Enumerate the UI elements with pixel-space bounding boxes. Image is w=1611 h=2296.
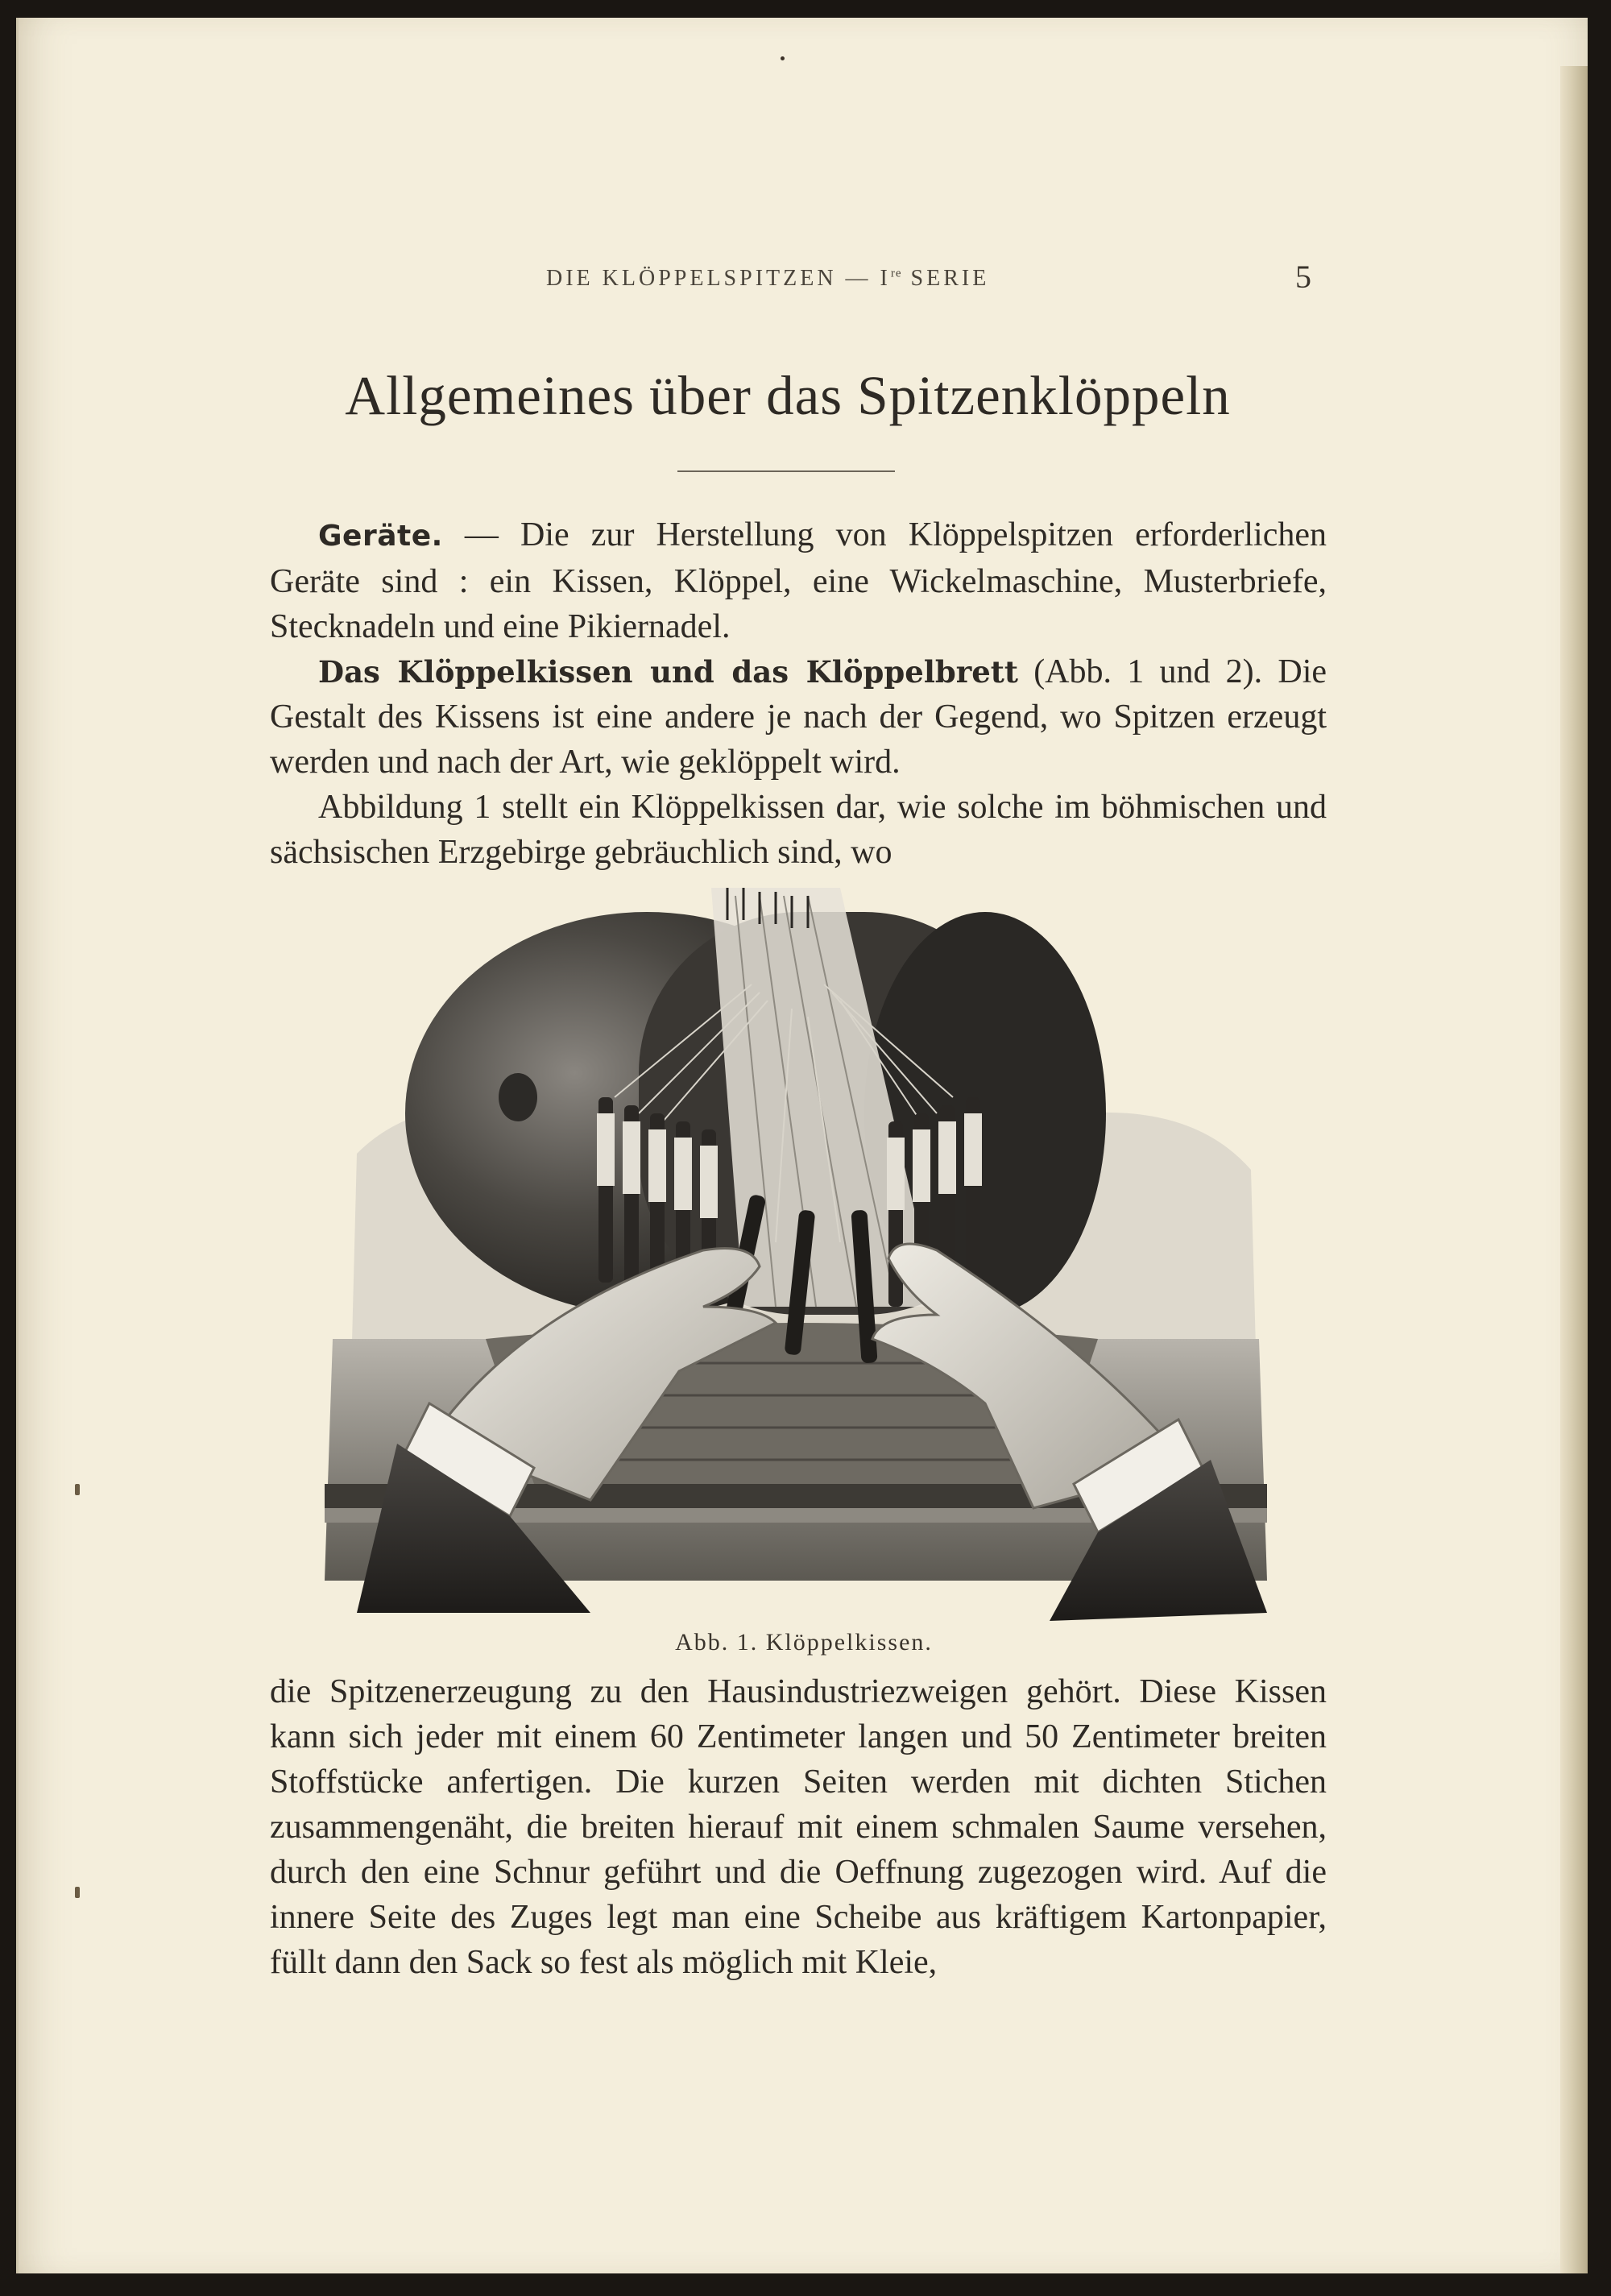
figure-caption: Abb. 1. Klöppelkissen. bbox=[675, 1629, 933, 1656]
lace-pillow-illustration bbox=[325, 888, 1275, 1629]
paragraph-geraete: Geräte. — Die zur Herstellung von Klöppelspitzen erforderlichen Geräte sind : ein Kissen, Klöppel, eine Wickelmaschine, Musterbriefe, Stecknadeln und eine Pikiernadel. bbox=[270, 516, 1327, 645]
print-dot bbox=[781, 56, 785, 60]
paragraph-lead: Das Klöppelkissen und das Klöppelbrett bbox=[318, 654, 1018, 690]
paragraph-abbildung: Abbildung 1 stellt ein Klöppelkissen dar, wie solche im böhmischen und sächsischen Erzgebirge gebräuchlich sind, wo bbox=[270, 789, 1327, 871]
binding-mark bbox=[75, 1484, 80, 1495]
page-number: 5 bbox=[1295, 259, 1311, 295]
running-title: DIE KLÖPPELSPITZEN — Ire SERIE bbox=[546, 266, 990, 291]
text-block-top bbox=[270, 512, 1327, 875]
paragraph-continuation: die Spitzenerzeugung zu den Hausindustriezweigen gehört. Diese Kissen kann sich jeder mit einem 60 Zentimeter langen und 50 Zentimeter breiten Stoffstücke anfertigen. Die kurzen Seiten werden mit dichten Stichen zusammengenäht, die breiten hierauf mit einem schmalen Saume versehen, durch den eine Schnur geführt und die Oeffnung zugezogen wird. Auf die innere Seite des Zuges legt man eine Scheibe aus kräftigem Kartonpapier, füllt dann den Sack so fest als möglich mit Kleie, bbox=[270, 1673, 1327, 1981]
book-page bbox=[16, 18, 1588, 2273]
title-rule bbox=[677, 470, 895, 472]
chapter-title: Allgemeines über das Spitzenklöppeln bbox=[345, 365, 1231, 426]
binding-mark bbox=[75, 1887, 80, 1898]
paragraph-lead: Geräte. bbox=[318, 520, 443, 553]
text-block-bottom bbox=[270, 1669, 1327, 1985]
paragraph-kloeppelkissen: Das Klöppelkissen und das Klöppelbrett (Abb. 1 und 2). Die Gestalt des Kissens ist eine andere je nach der Gegend, wo Spitzen erzeugt werden und nach der Art, wie geklöppelt wird. bbox=[270, 653, 1327, 781]
page-edge bbox=[1560, 66, 1588, 2273]
